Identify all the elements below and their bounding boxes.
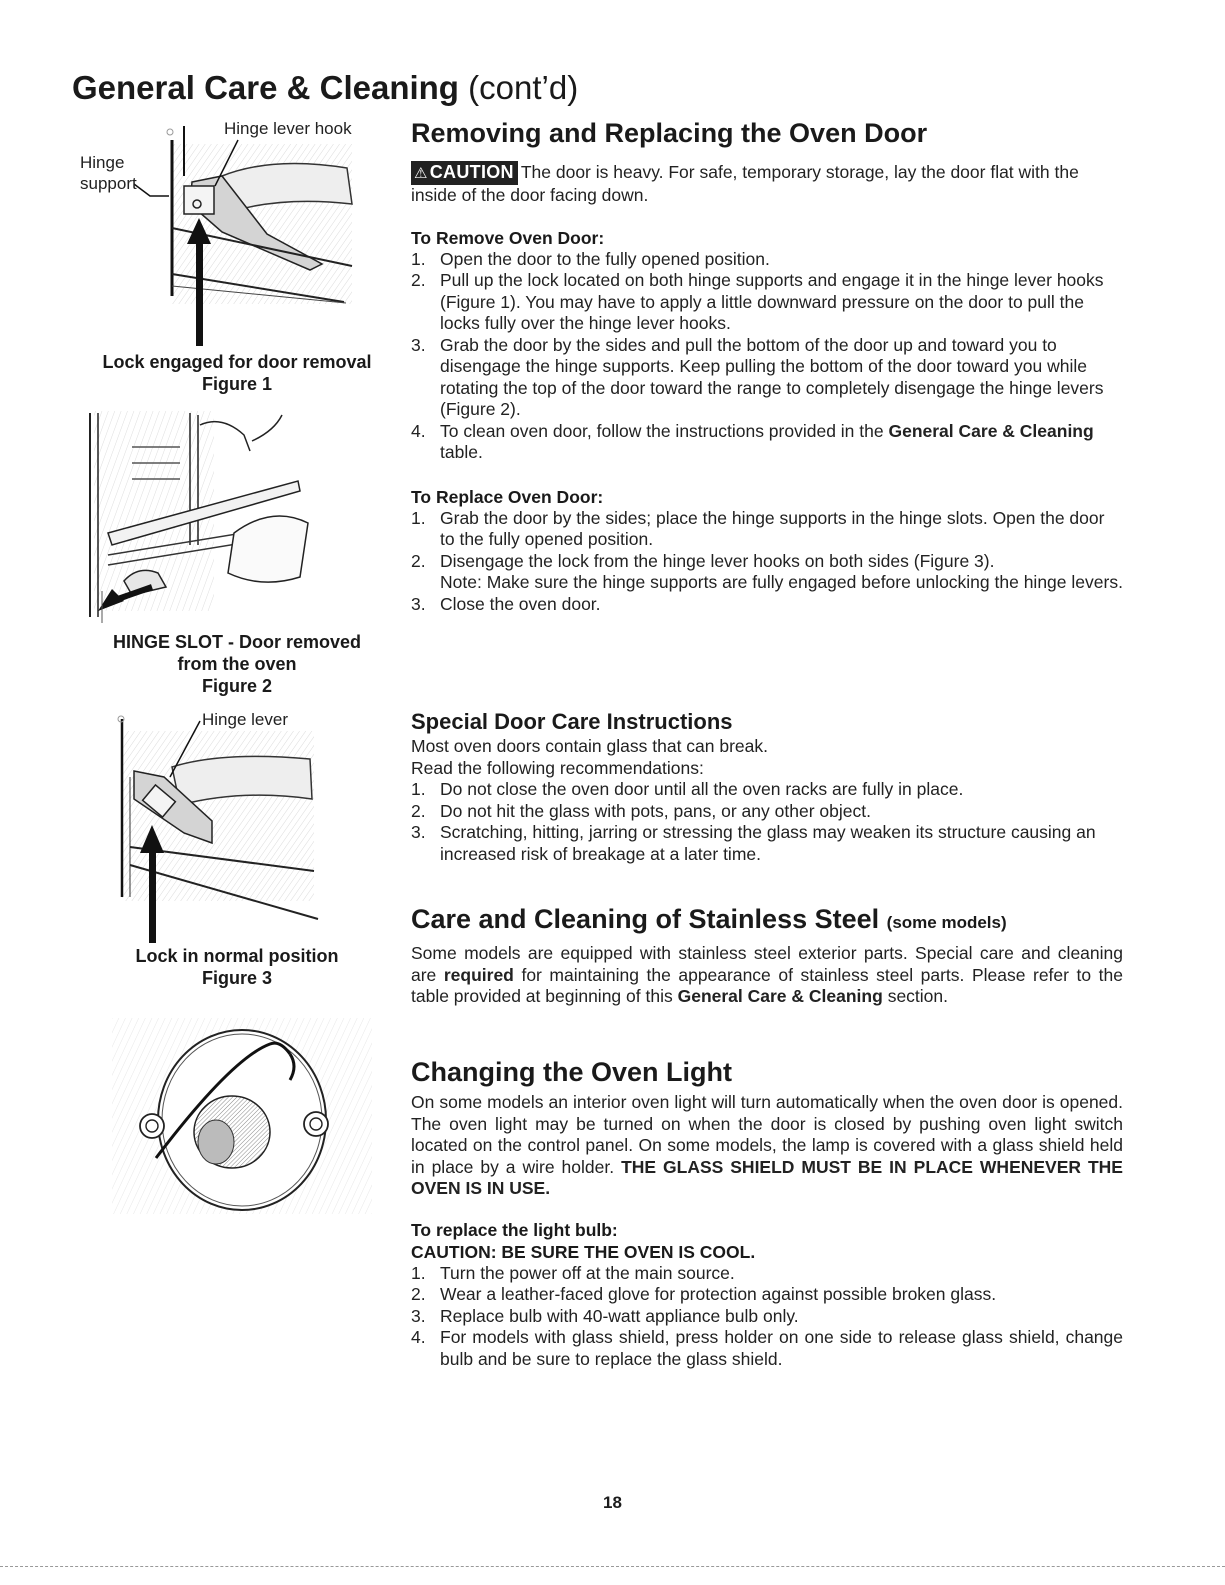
figure-1-illustration — [72, 116, 402, 346]
step-text: Do not hit the glass with pots, pans, or any other object. — [440, 800, 871, 821]
removing-door-heading: Removing and Replacing the Oven Door — [411, 118, 928, 148]
step-number: 3. — [411, 1305, 426, 1326]
stainless-steel-heading-models: (some models) — [886, 913, 1007, 932]
list-item — [411, 1306, 1123, 1328]
step-text: Replace bulb with 40-watt appliance bulb only. — [440, 1305, 799, 1326]
step-text: Wear a leather-faced glove for protection against possible broken glass. — [440, 1284, 997, 1304]
step-text-end: table. — [440, 442, 483, 462]
remove-door-title: To Remove Oven Door: — [411, 227, 605, 248]
stainless-text-2: for maintaining the appearance of stainless steel parts. Please refer to the table provided at beginning of this — [411, 964, 1123, 1006]
oven-light-illustration — [112, 1018, 372, 1214]
figure-2-caption-title: HINGE SLOT - Door removed — [112, 632, 362, 652]
list-item — [411, 1327, 1123, 1370]
figure-1-hinge-support-line2: support — [80, 174, 137, 193]
step-number: 3. — [411, 334, 426, 355]
remove-door-steps — [411, 249, 1123, 464]
step-text-bold: General Care & Cleaning — [888, 420, 1094, 441]
step-number: 2. — [411, 800, 426, 821]
step-note: Note: Make sure the hinge supports are fully engaged before unlocking the hinge levers. — [440, 572, 1123, 592]
list-item — [411, 249, 1123, 271]
figure-1-hinge-support-line1: Hinge — [80, 153, 125, 172]
special-door-care-section — [411, 708, 1123, 865]
figure-3-caption — [72, 945, 402, 989]
caution-badge-label: CAUTION — [429, 162, 514, 182]
oven-light-text-body: On some models an interior oven light will turn automatically when the oven door is opened. The oven light may be turned on when the door is closed by pushing oven light switch located on the control panel. On some models, the lamp is covered with a glass shield held in place by a wire holder. — [411, 1092, 1123, 1177]
list-item — [411, 822, 1123, 865]
stainless-text-required: required — [443, 964, 514, 985]
step-number: 1. — [411, 1262, 426, 1283]
list-item — [411, 594, 1123, 616]
special-door-care-heading: Special Door Care Instructions — [411, 709, 733, 734]
step-text: Close the oven door. — [440, 593, 601, 614]
figure-1-hinge-support-label — [80, 152, 137, 194]
step-text: Scratching, hitting, jarring or stressing the glass may weaken its structure causing an increased risk of breakage at a later time. — [440, 822, 1096, 864]
replace-bulb-steps — [411, 1263, 1123, 1371]
step-text: Open the door to the fully opened position. — [440, 248, 770, 269]
step-text: Turn the power off at the main source. — [440, 1262, 735, 1283]
figure-1-hinge-lever-hook-label: Hinge lever hook — [224, 119, 352, 138]
oven-light-figure — [112, 1018, 372, 1214]
step-number: 1. — [411, 248, 426, 269]
figure-3 — [72, 707, 402, 991]
step-number: 2. — [411, 270, 426, 290]
replace-door-steps — [411, 508, 1123, 616]
step-text: Do not close the oven door until all the oven racks are fully in place. — [440, 779, 964, 799]
step-number: 1. — [411, 779, 426, 799]
step-text: Disengage the lock from the hinge lever hooks on both sides (Figure 3). — [440, 550, 995, 571]
step-text: To clean oven door, follow the instructions provided in the — [440, 420, 884, 441]
step-number: 4. — [411, 420, 426, 441]
oven-light-section — [411, 1055, 1123, 1370]
stainless-steel-section — [411, 902, 1123, 1008]
figure-2-illustration — [72, 405, 402, 627]
warning-triangle-icon: ⚠ — [414, 165, 428, 182]
replace-door-title: To Replace Oven Door: — [411, 486, 604, 507]
oven-light-heading: Changing the Oven Light — [411, 1057, 732, 1087]
page-edge-divider — [0, 1566, 1225, 1567]
list-item — [411, 801, 1123, 823]
figure-1 — [72, 116, 402, 398]
list-item — [411, 551, 1123, 594]
replace-bulb-title: To replace the light bulb: — [411, 1219, 618, 1240]
step-number: 3. — [411, 822, 426, 842]
step-text: Pull up the lock located on both hinge supports and engage it in the hinge lever hooks (Figure 1). You may have to apply a little downward pressure on the door to pull the locks fully over the hinge lever hooks. — [440, 270, 1104, 333]
list-item — [411, 335, 1123, 421]
step-number: 2. — [411, 550, 426, 571]
step-text: Grab the door by the sides; place the hinge supports in the hinge slots. Open the door to the fully opened position. — [440, 507, 1105, 549]
page-number: 18 — [603, 1493, 622, 1512]
stainless-steel-text — [411, 943, 1123, 1008]
replace-bulb-caution: CAUTION: BE SURE THE OVEN IS COOL. — [411, 1241, 756, 1262]
stainless-text-general-care: General Care & Cleaning — [677, 986, 883, 1006]
figure-3-hinge-lever-label: Hinge lever — [202, 710, 288, 729]
list-item — [411, 270, 1123, 335]
stainless-text-3: section. — [887, 986, 948, 1006]
list-item — [411, 421, 1123, 464]
step-text: For models with glass shield, press holder on one side to release glass shield, change bulb and be sure to replace the glass shield. — [440, 1327, 1123, 1369]
step-number: 1. — [411, 507, 426, 528]
special-care-steps — [411, 779, 1123, 865]
caution-paragraph — [411, 161, 1123, 207]
figure-3-caption-number: Figure 3 — [201, 968, 272, 988]
oven-light-text — [411, 1092, 1123, 1200]
list-item — [411, 779, 1123, 801]
caution-text: The door is heavy. For safe, temporary storage, lay the door flat with the inside of the door facing down. — [411, 162, 1079, 205]
figure-3-caption-title: Lock in normal position — [135, 946, 339, 966]
figure-2 — [72, 405, 402, 701]
step-number: 4. — [411, 1327, 426, 1347]
figure-2-caption — [72, 631, 402, 697]
list-item — [411, 1263, 1123, 1285]
special-intro-line2: Read the following recommendations: — [411, 757, 704, 778]
stainless-text-1: Some models are equipped with stainless steel exterior parts. Special care and cleaning are — [411, 943, 1123, 985]
page-title-main: General Care & Cleaning — [72, 69, 459, 106]
list-item — [411, 1284, 1123, 1306]
step-number: 2. — [411, 1284, 426, 1304]
list-item — [411, 508, 1123, 551]
figure-2-caption-subtitle: from the oven — [177, 654, 297, 674]
figure-1-caption-title: Lock engaged for door removal — [102, 352, 372, 372]
figure-2-caption-number: Figure 2 — [201, 676, 272, 696]
caution-badge — [411, 161, 518, 185]
figure-1-caption-number: Figure 1 — [201, 374, 272, 394]
page-title-contd: (cont’d) — [468, 69, 579, 106]
stainless-steel-heading — [411, 902, 1123, 940]
special-intro-line1: Most oven doors contain glass that can break. — [411, 736, 769, 756]
oven-light-text-warning: THE GLASS SHIELD MUST BE IN PLACE WHENEVER THE OVEN IS IN USE. — [411, 1156, 1123, 1198]
removing-door-section — [411, 116, 1123, 615]
figure-3-illustration — [72, 707, 402, 943]
stainless-steel-heading-main: Care and Cleaning of Stainless Steel — [411, 904, 880, 934]
step-text: Grab the door by the sides and pull the bottom of the door up and toward you to disengage the hinge supports. Keep pulling the bottom of the door toward you while rotating the top of the door toward the range to completely disengage the hinge levers (Figure 2). — [440, 334, 1104, 419]
step-number: 3. — [411, 593, 426, 614]
page-title — [72, 68, 578, 108]
figure-1-caption — [82, 351, 392, 395]
